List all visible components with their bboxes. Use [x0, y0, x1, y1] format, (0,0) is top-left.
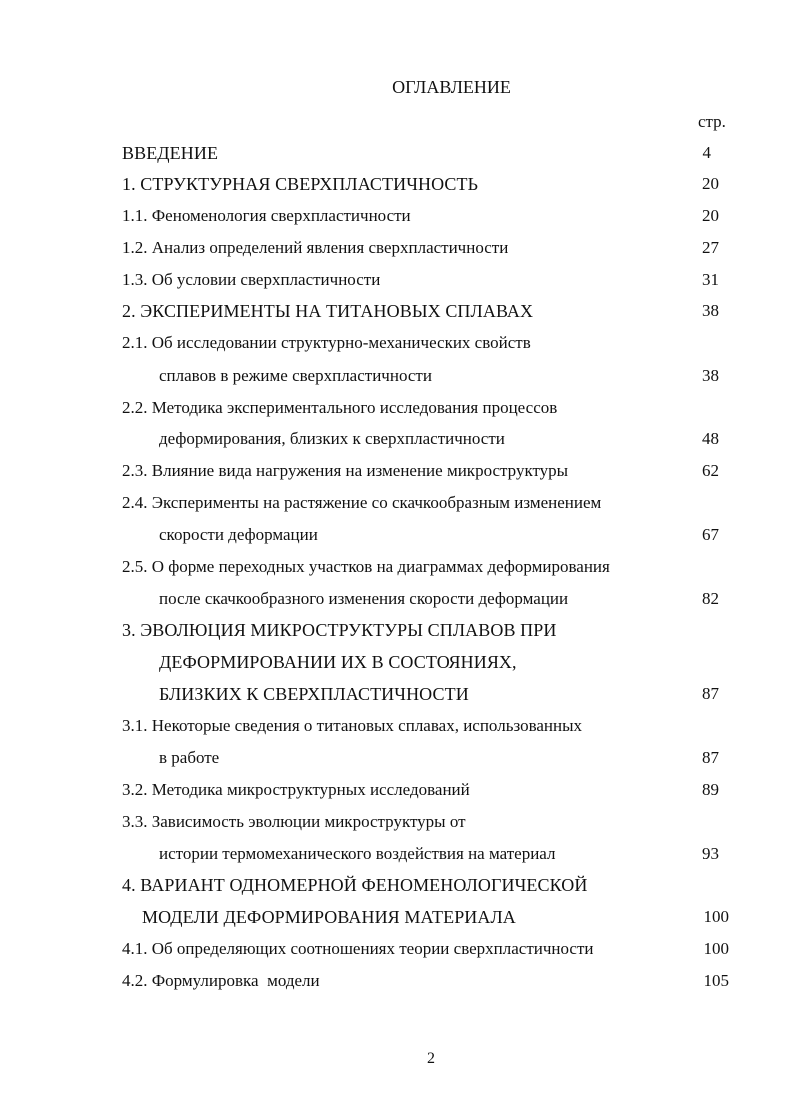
- toc-chapter-2: 2. ЭКСПЕРИМЕНТЫ НА ТИТАНОВЫХ СПЛАВАХ: [122, 301, 534, 321]
- page-number: 2: [427, 1050, 435, 1067]
- toc-section-4-2: 4.2. Формулировка модели: [122, 971, 320, 990]
- toc-page-chapter-4: 100: [703, 907, 729, 926]
- toc-section-1-1: 1.1. Феноменология сверхпластичности: [122, 206, 411, 225]
- toc-page-section-2-2: 48: [702, 429, 719, 448]
- toc-page-section-4-1: 100: [703, 939, 729, 958]
- toc-title: ОГЛАВЛЕНИЕ: [392, 77, 511, 97]
- toc-section-3-1: 3.1. Некоторые сведения о титановых сплавах, использованных: [122, 716, 583, 735]
- toc-page-section-2-4: 67: [702, 525, 719, 544]
- toc-section-2-1-continuation: сплавов в режиме сверхпластичности: [159, 366, 432, 385]
- toc-section-2-2: 2.2. Методика экспериментального исследования процессов: [122, 398, 558, 417]
- toc-section-2-5: 2.5. О форме переходных участков на диаграммах деформирования: [122, 557, 610, 576]
- toc-page-section-2-1: 38: [702, 366, 719, 385]
- toc-section-2-5-continuation: после скачкообразного изменения скорости деформации: [159, 589, 569, 608]
- toc-section-2-1: 2.1. Об исследовании структурно-механических свойств: [122, 333, 531, 352]
- toc-chapter-1: 1. СТРУКТУРНАЯ СВЕРХПЛАСТИЧНОСТЬ: [122, 174, 479, 194]
- toc-page-section-2-3: 62: [702, 461, 719, 480]
- toc-page-intro: 4: [702, 143, 711, 162]
- toc-chapter-4: 4. ВАРИАНТ ОДНОМЕРНОЙ ФЕНОМЕНОЛОГИЧЕСКОЙ: [122, 875, 588, 895]
- toc-section-3-3: 3.3. Зависимость эволюции микроструктуры от: [122, 812, 466, 831]
- toc-page-section-3-2: 89: [702, 780, 719, 799]
- toc-chapter-3-continuation-2: БЛИЗКИХ К СВЕРХПЛАСТИЧНОСТИ: [159, 684, 469, 704]
- toc-chapter-3: 3. ЭВОЛЮЦИЯ МИКРОСТРУКТУРЫ СПЛАВОВ ПРИ: [122, 620, 557, 640]
- toc-section-4-1: 4.1. Об определяющих соотношениях теории сверхпластичности: [122, 939, 594, 958]
- toc-section-3-1-continuation: в работе: [159, 748, 220, 767]
- toc-page-section-1-1: 20: [702, 206, 719, 225]
- toc-section-2-2-continuation: деформирования, близких к сверхпластичности: [159, 429, 505, 448]
- toc-section-2-4: 2.4. Эксперименты на растяжение со скачкообразным изменением: [122, 493, 602, 512]
- toc-page-section-1-2: 27: [702, 238, 719, 257]
- toc-chapter-4-continuation: МОДЕЛИ ДЕФОРМИРОВАНИЯ МАТЕРИАЛА: [142, 907, 516, 927]
- toc-page-section-1-3: 31: [702, 270, 719, 289]
- toc-page-section-3-3: 93: [702, 844, 719, 863]
- toc-page-chapter-2: 38: [702, 301, 719, 320]
- toc-page-chapter-1: 20: [702, 174, 719, 193]
- toc-section-2-4-continuation: скорости деформации: [159, 525, 318, 544]
- toc-section-1-3: 1.3. Об условии сверхпластичности: [122, 270, 381, 289]
- toc-page-section-3-1: 87: [702, 748, 719, 767]
- toc-section-1-2: 1.2. Анализ определений явления сверхпластичности: [122, 238, 509, 257]
- toc-page-section-2-5: 82: [702, 589, 719, 608]
- toc-section-3-2: 3.2. Методика микроструктурных исследований: [122, 780, 470, 799]
- toc-entry-intro: ВВЕДЕНИЕ: [122, 143, 219, 163]
- toc-page-section-4-2: 105: [703, 971, 729, 990]
- page-column-label: стр.: [698, 112, 726, 131]
- toc-section-3-3-continuation: истории термомеханического воздействия на материал: [159, 844, 556, 863]
- toc-section-2-3: 2.3. Влияние вида нагружения на изменение микроструктуры: [122, 461, 569, 480]
- toc-page-chapter-3: 87: [702, 684, 719, 703]
- toc-chapter-3-continuation: ДЕФОРМИРОВАНИИ ИХ В СОСТОЯНИЯХ,: [159, 652, 517, 672]
